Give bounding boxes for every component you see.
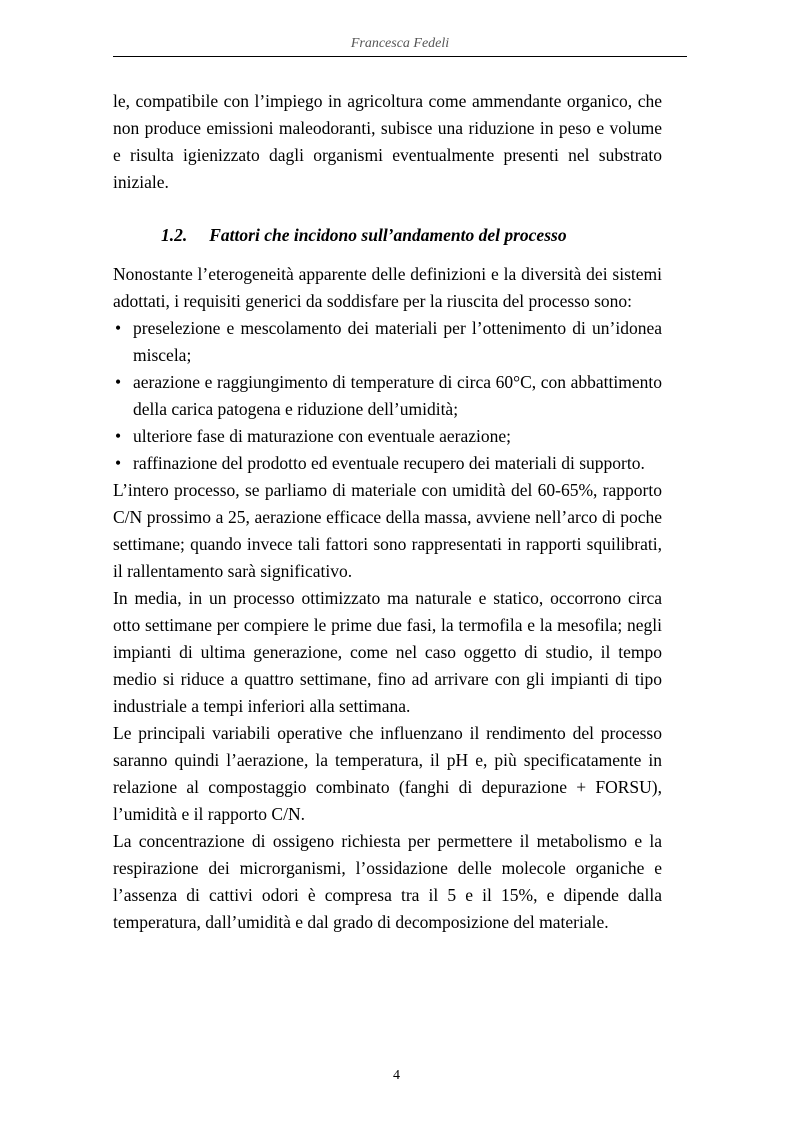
- intro-paragraph: le, compatibile con l’impiego in agricoltura come ammendante organico, che non produce emissioni maleodoranti, subisce una riduzione in peso e volume e risulta igienizzato dagli organismi eventualmente presenti nel substrato iniziale.: [113, 91, 662, 192]
- header-rule: [113, 56, 687, 57]
- section-heading: [161, 222, 662, 249]
- running-header-author: Francesca Fedeli: [350, 36, 450, 51]
- paragraph: L’intero processo, se parliamo di materiale con umidità del 60-65%, rapporto C/N prossimo a 25, aerazione efficace della massa, avviene nell’arco di poche settimane; quando invece tali fattori sono rappresentati in rapporti squilibrati, il rallentamento sarà significativo.: [113, 480, 662, 581]
- page-number: 4: [393, 1068, 400, 1083]
- section-title: Fattori che incidono sull’andamento del processo: [209, 225, 567, 245]
- paragraph: La concentrazione di ossigeno richiesta per permettere il metabolismo e la respirazione dei microrganismi, l’ossidazione delle molecole organiche e l’assenza di cattivi odori è compresa tra il 5 e il 15%, e dipende dalla temperatura, dall’umidità e dal grado di decomposizione del materiale.: [113, 831, 662, 932]
- section-number: 1.2.: [161, 225, 188, 245]
- page-content: [113, 88, 662, 936]
- paragraph: Le principali variabili operative che influenzano il rendimento del processo saranno quindi l’aerazione, la temperatura, il pH e, più specificatamente in relazione al compostaggio combinato (fanghi di depurazione + FORSU), l’umidità e il rapporto C/N.: [113, 723, 662, 824]
- list-item: • aerazione e raggiungimento di temperature di circa 60°C, con abbattimento della carica patogena e riduzione dell’umidità;: [113, 369, 662, 423]
- list-item: • ulteriore fase di maturazione con eventuale aerazione;: [113, 423, 662, 450]
- list-item: • raffinazione del prodotto ed eventuale recupero dei materiali di supporto.: [113, 450, 662, 477]
- paragraph: In media, in un processo ottimizzato ma naturale e statico, occorrono circa otto settimane per compiere le prime due fasi, la termofila e la mesofila; negli impianti di ultima generazione, come nel caso oggetto di studio, il tempo medio si riduce a quattro settimane, fino ad arrivare con gli impianti di tipo industriale a tempi inferiori alla settimana.: [113, 588, 662, 716]
- requirements-list: [113, 315, 662, 477]
- list-item: • preselezione e mescolamento dei materiali per l’ottenimento di un’idonea miscela;: [113, 315, 662, 369]
- paragraph: Nonostante l’eterogeneità apparente delle definizioni e la diversità dei sistemi adottati, i requisiti generici da soddisfare per la riuscita del processo sono:: [113, 264, 662, 311]
